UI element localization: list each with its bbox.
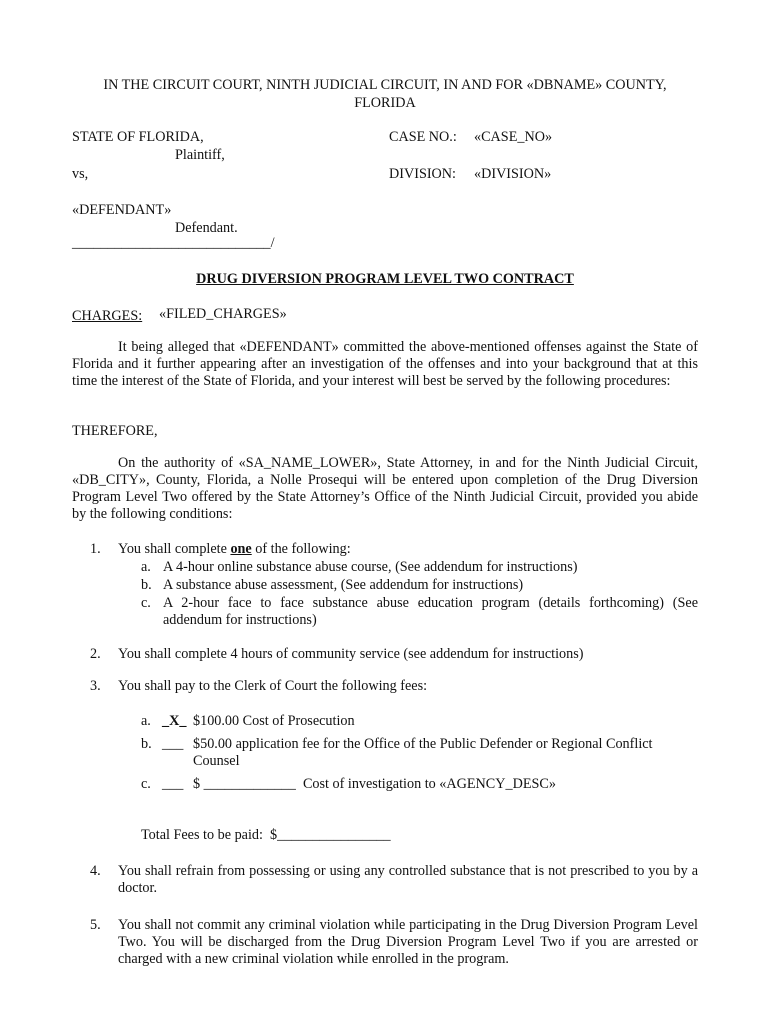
court-caption-line-1: IN THE CIRCUIT COURT, NINTH JUDICIAL CIRCUIT, IN AND FOR «DBNAME» COUNTY, [103, 77, 667, 93]
signature-rule: ____________________________/ [72, 235, 275, 251]
subitem-b-text: A substance abuse assessment, (See addendum for instructions) [163, 577, 524, 593]
fee-a-text: $100.00 Cost of Prosecution [193, 713, 355, 729]
condition-5-number: 5. [90, 917, 101, 933]
division-label: DIVISION: [389, 166, 456, 182]
fee-b-letter: b. [141, 736, 152, 752]
fee-a-letter: a. [141, 713, 151, 729]
fee-c-checkmark: ___ [162, 776, 184, 792]
plaintiff-label: Plaintiff, [175, 147, 225, 163]
charges-value: «FILED_CHARGES» [159, 306, 287, 322]
condition-1-text: You shall complete one of the following: [118, 541, 351, 557]
fee-c-text: $ _____________ Cost of investigation to «AGENCY_DESC» [193, 776, 556, 792]
subitem-a-text: A 4-hour online substance abuse course, (See addendum for instructions) [163, 559, 578, 575]
condition-5-text: You shall not commit any criminal violation while participating in the Drug Diversion Program Level Two. You will be discharged from the Drug Diversion Program Level Two if you are arrested or charged with a new criminal violation while enrolled in the program. [118, 917, 698, 967]
subitem-c-letter: c. [141, 595, 151, 611]
defendant-name: «DEFENDANT» [72, 202, 172, 218]
condition-2-text: You shall complete 4 hours of community service (see addendum for instructions) [118, 646, 584, 662]
versus-label: vs, [72, 166, 89, 182]
fee-b-checkmark: ___ [162, 736, 184, 752]
case-number-value: «CASE_NO» [474, 129, 553, 145]
authority-paragraph: On the authority of «SA_NAME_LOWER», State Attorney, in and for the Ninth Judicial Circuit, «DB_CITY», County, Florida, a Nolle Prosequi will be entered upon completion of the Drug Diversion Program Level Two offered by the State Attorney’s Office of the Ninth Judicial Circuit, provided you abide by the following conditions: [72, 455, 698, 522]
condition-2-number: 2. [90, 646, 101, 662]
contract-title: DRUG DIVERSION PROGRAM LEVEL TWO CONTRACT [196, 271, 574, 287]
defendant-label: Defendant. [175, 220, 238, 236]
condition-4-text: You shall refrain from possessing or using any controlled substance that is not prescribed to you by a doctor. [118, 863, 698, 896]
subitem-c-text: A 2-hour face to face substance abuse education program (details forthcoming) (See addendum for instructions) [163, 595, 698, 628]
subitem-b-letter: b. [141, 577, 152, 593]
emphasis-one: one [230, 541, 252, 557]
therefore-heading: THEREFORE, [72, 423, 158, 439]
condition-1-number: 1. [90, 541, 101, 557]
subitem-a-letter: a. [141, 559, 151, 575]
total-fees: Total Fees to be paid: $________________ [141, 827, 391, 843]
fee-c-letter: c. [141, 776, 151, 792]
condition-3-number: 3. [90, 678, 101, 694]
case-number-label: CASE NO.: [389, 129, 457, 145]
condition-3-text: You shall pay to the Clerk of Court the following fees: [118, 678, 428, 694]
charges-label: CHARGES: [72, 308, 143, 324]
intro-paragraph: It being alleged that «DEFENDANT» committed the above-mentioned offenses against the State of Florida and it further appearing after an investigation of the offenses and into your background that at this time the interest of the State of Florida, and your interest will best be served by the following procedures: [72, 339, 698, 389]
division-value: «DIVISION» [474, 166, 552, 182]
fee-a-checkmark: _X_ [162, 713, 187, 729]
state-party: STATE OF FLORIDA, [72, 129, 204, 145]
fee-b-text: $50.00 application fee for the Office of the Public Defender or Regional Conflict Counsel [193, 736, 653, 769]
condition-4-number: 4. [90, 863, 101, 879]
court-caption-line-2: FLORIDA [354, 95, 416, 111]
